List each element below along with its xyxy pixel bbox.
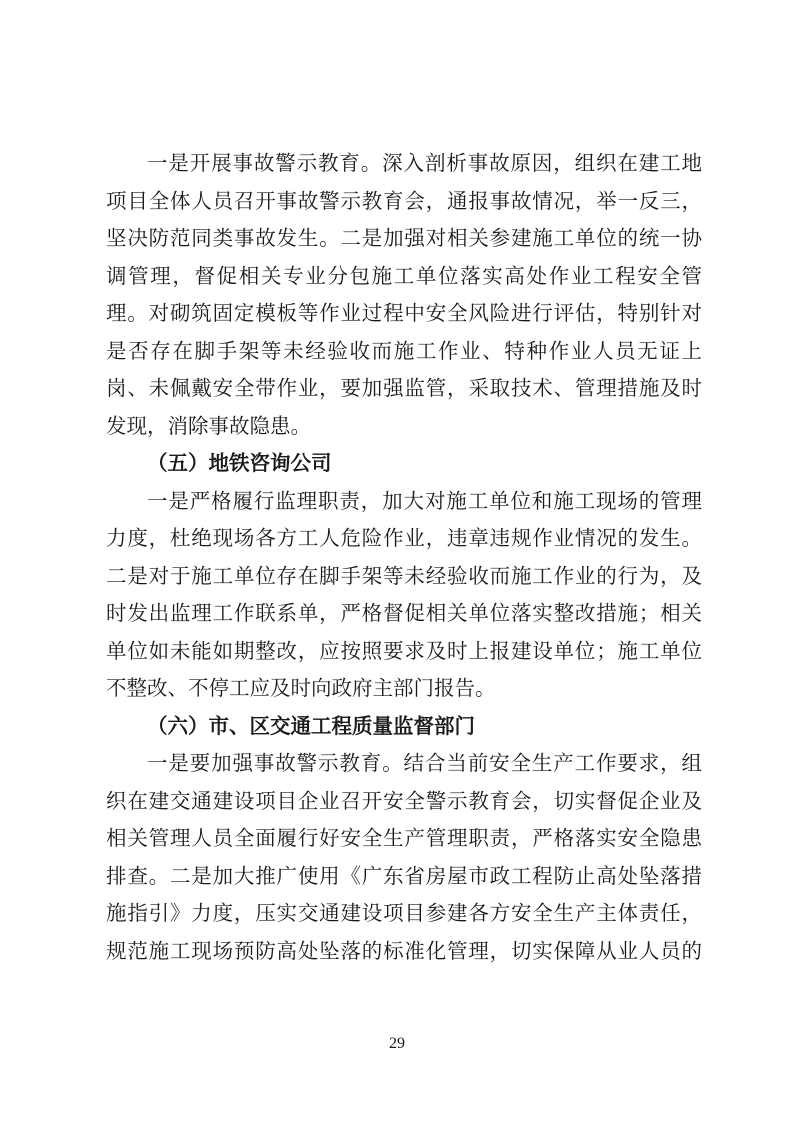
text-line: 一是要加强事故警示教育。结合当前安全生产工作要求，组: [147, 753, 702, 775]
text-line: 织在建交通建设项目企业召开安全警示教育会，切实督促企业及: [106, 790, 702, 813]
text-line: 发现，消除事故隐患。: [106, 415, 311, 438]
text-line: 调管理，督促相关专业分包施工单位落实高处作业工程安全管: [106, 265, 702, 288]
text-line: 时发出监理工作联系单，严格督促相关单位落实整改措施；相关: [106, 603, 702, 625]
text-line: 规范施工现场预防高处坠落的标准化管理，切实保障从业人员的: [106, 940, 702, 963]
text-line: 施指引》力度，压实交通建设项目参建各方安全生产主体责任，: [106, 903, 702, 925]
text-line: 岗、未佩戴安全带作业，要加强监管，采取技术、管理措施及时: [106, 378, 702, 400]
text-line: 二是对于施工单位存在脚手架等未经验收而施工作业的行为，及: [106, 565, 702, 588]
text-line: 项目全体人员召开事故警示教育会，通报事故情况，举一反三，: [106, 190, 702, 213]
text-line: 相关管理人员全面履行好安全生产管理职责，严格落实安全隐患: [106, 828, 702, 850]
text-line: 不整改、不停工应及时向政府主部门报告。: [106, 678, 496, 700]
page-number: 29: [389, 1035, 405, 1052]
text-line: 一是开展事故警示教育。深入剖析事故原因，组织在建工地: [147, 153, 702, 175]
text-line: 理。对砌筑固定模板等作业过程中安全风险进行评估，特别针对: [106, 303, 702, 325]
text-line: 是否存在脚手架等未经验收而施工作业、特种作业人员无证上: [106, 340, 702, 363]
document-body: [106, 146, 702, 971]
text-line: 单位如未能如期整改，应按照要求及时上报建设单位；施工单位: [106, 640, 702, 663]
text-line: 力度，杜绝现场各方工人危险作业，违章违规作业情况的发生。: [106, 528, 702, 550]
text-line: 一是严格履行监理职责，加大对施工单位和施工现场的管理: [147, 490, 702, 513]
heading-section-6: （六）市、区交通工程质量监督部门: [147, 715, 475, 738]
text-line: 排查。二是加大推广使用《广东省房屋市政工程防止高处坠落措: [106, 865, 702, 888]
text-line: 坚决防范同类事故发生。二是加强对相关参建施工单位的统一协: [106, 228, 702, 250]
heading-section-5: （五）地铁咨询公司: [147, 453, 332, 475]
